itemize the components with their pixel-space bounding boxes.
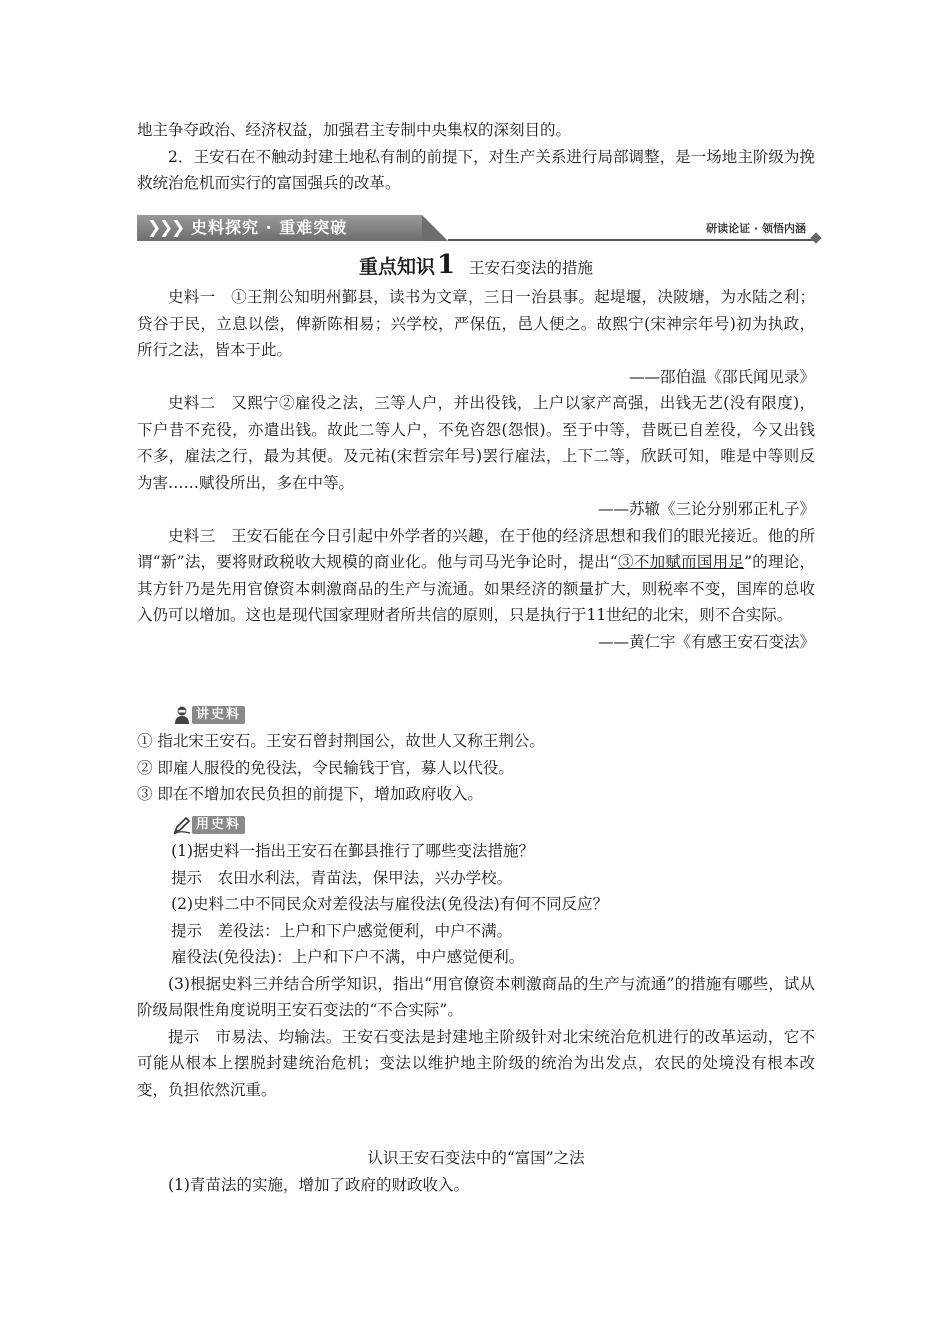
summary-title: 认识王安石变法中的“富国”之法 bbox=[367, 1149, 585, 1167]
intro-point-2: 2．王安石在不触动封建土地私有制的前提下，对生产关系进行局部调整，是一场地主阶级为挽救统治危机而实行的富国强兵的改革。 bbox=[137, 147, 815, 192]
question-3: (3)根据史料三并结合所学知识，指出“用官僚资本刺激商品的生产与流通”的措施有哪些，试从阶级局限性角度说明王安石变法的“不合实际”。 bbox=[137, 974, 815, 1019]
source-3-cite: ——黄仁宇《有感王安石变法》 bbox=[597, 632, 815, 651]
chevron-right-icon: ❯ bbox=[147, 218, 162, 238]
source-1-cite: ——邵伯温《邵氏闻见录》 bbox=[628, 367, 815, 386]
teacher-icon bbox=[172, 705, 192, 725]
source-3-text bbox=[137, 523, 815, 629]
explain-block bbox=[137, 728, 815, 808]
source-2-text: 史料二 又熙宁②雇役之法，三等人户，并出役钱，上户以家产高强，出钱无艺(没有限度)，下户昔不充役，亦遣出钱。故此二等人户，不免咨怨(怨恨)。至于中等，昔既已自差役，今又出钱不多，雇法之行，最为其便。及元祐(宋哲宗年号)罢行雇法，上下二等，欣跃可知，唯是中等则反为害……赋役所出，多在中等。 bbox=[137, 394, 815, 492]
answer-2a: 提示 差役法：上户和下户感觉便利，中户不满。 bbox=[171, 921, 513, 940]
source-2-cite: ——苏辙《三论分别邪正札子》 bbox=[597, 500, 815, 518]
question-2: (2)史料二中不同民众对差役法与雇役法(免役法)有何不同反应？ bbox=[171, 895, 609, 913]
use-block bbox=[137, 838, 815, 1103]
source-3-part-a: 史料三 王安石能在今日引起中外学者的兴趣，在于他的经济思想和我们的眼光接近。他的所谓“新”法，要将财政税收大规模的商业化。他与司马光争论时，提出“ bbox=[137, 526, 815, 571]
summary-item-1: (1)青苗法的实施，增加了政府的财政收入。 bbox=[168, 1175, 469, 1194]
explain-item: ③ 即在不增加农民负担的前提下，增加政府收入。 bbox=[137, 785, 483, 803]
explain-tag-label: 讲史料 bbox=[192, 706, 245, 724]
chevron-right-icon: ❯ bbox=[159, 218, 174, 238]
section-banner bbox=[137, 215, 820, 241]
pen-icon bbox=[172, 815, 192, 835]
answer-3: 提示 市易法、均输法。王安石变法是封建地主阶级针对北宋统治危机进行的改革运动，它不可能从根本上摆脱封建统治危机；变法以维护地主阶级的统治为出发点，农民的处境没有根本改变，负担依然沉重。 bbox=[137, 1027, 815, 1099]
banner-title: 史料探究 · 重难突破 bbox=[191, 218, 348, 237]
intro-line: 地主争夺政治、经济权益，加强君主专制中央集权的深刻目的。 bbox=[137, 121, 572, 139]
banner-divider bbox=[448, 239, 816, 241]
summary-block bbox=[137, 1145, 815, 1198]
source-3-underlined: ③不加赋而国用足 bbox=[617, 553, 745, 571]
question-1: (1)据史料一指出王安石在鄞县推行了哪些变法措施？ bbox=[171, 842, 535, 860]
use-tag bbox=[172, 814, 245, 834]
heading-number: 1 bbox=[436, 250, 456, 280]
explain-item: ① 指北宋王安石。王安石曾封荆国公，故世人又称王荆公。 bbox=[137, 732, 545, 750]
intro-block bbox=[137, 117, 815, 197]
source-1-text: 史料一 ①王荆公知明州鄞县，读书为文章，三日一治县事。起堤堰，决陂塘，为水陆之利；贷谷于民，立息以偿，俾新陈相易；兴学校，严保伍，邑人便之。故熙宁(宋神宗年号)初为执政，所行之法，皆本于此。 bbox=[137, 288, 815, 359]
chevron-right-icon: ❯ bbox=[171, 218, 186, 238]
source-3-part-b: ”的理论，其方针乃是先用官僚资本刺激商品的生产与流通。如果经济的额量扩大，则税率不变，国库的总收入仍可以增加。这也是现代国家理财者所共信的原则，只是执行于11世纪的北宋，则不合实际。 bbox=[137, 553, 815, 624]
explain-item: ② 即雇人服役的免役法，令民输钱于官，募人以代役。 bbox=[137, 758, 514, 777]
explain-tag bbox=[172, 704, 245, 724]
banner-subtitle: 研读论证 · 领悟内涵 bbox=[706, 222, 806, 235]
section-heading bbox=[137, 250, 815, 283]
sources-block bbox=[137, 284, 815, 655]
diamond-icon bbox=[810, 232, 821, 243]
heading-subtitle: 王安石变法的措施 bbox=[469, 259, 594, 277]
answer-1: 提示 农田水利法，青苗法，保甲法，兴办学校。 bbox=[171, 868, 513, 887]
heading-label: 重点知识 bbox=[358, 256, 435, 278]
use-tag-label: 用史料 bbox=[192, 816, 245, 834]
answer-2b: 雇役法(免役法)：上户和下户不满，中户感觉便利。 bbox=[171, 948, 525, 966]
